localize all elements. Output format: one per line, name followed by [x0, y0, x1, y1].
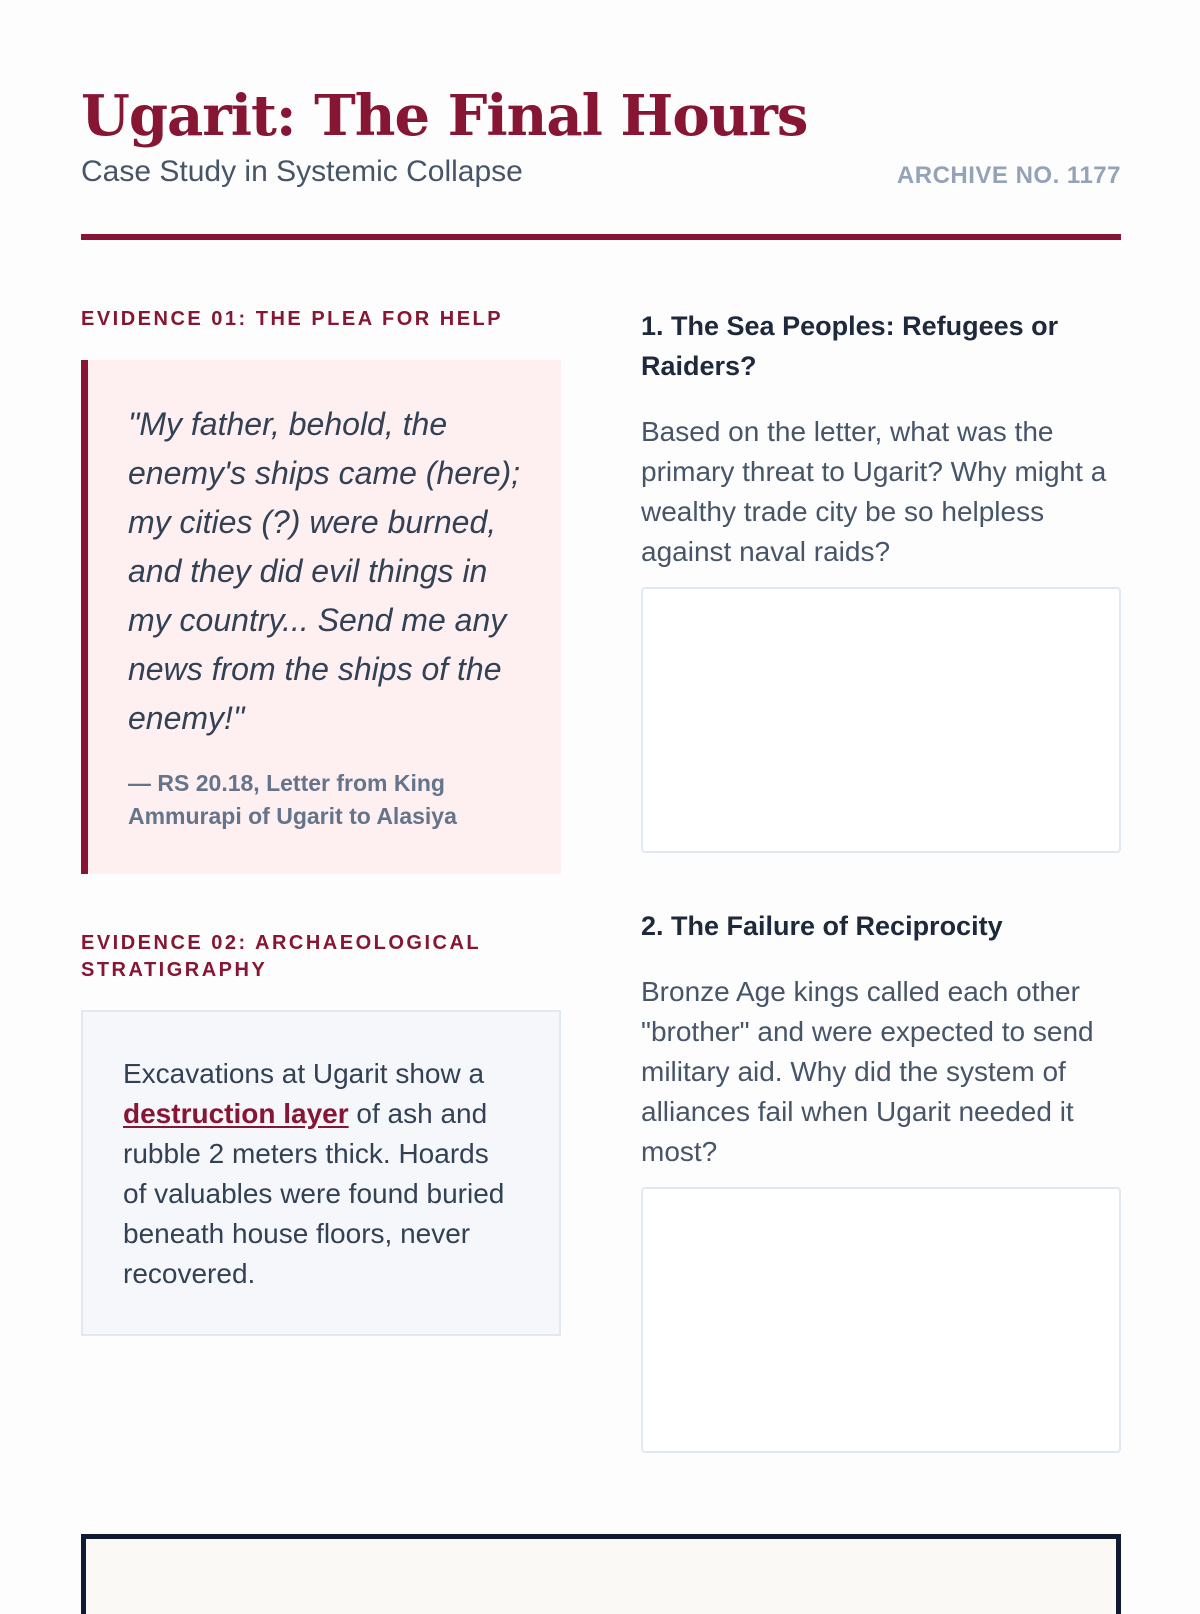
evidence-02-panel: [81, 1010, 561, 1336]
evidence-01-quote-box: [81, 360, 561, 874]
question-1: [641, 306, 1121, 572]
question-1-title: 1. The Sea Peoples: Refugees or Raiders?: [641, 311, 1059, 381]
evidence-01-label: EVIDENCE 01: THE PLEA FOR HELP: [81, 308, 504, 330]
question-2-title: 2. The Failure of Reciprocity: [641, 911, 1003, 941]
evidence-02-label: EVIDENCE 02: ARCHAEOLOGICAL STRATIGRAPHY: [81, 932, 481, 981]
evidence-01-citation: — RS 20.18, Letter from King Ammurapi of Ugarit to Alasiya: [128, 770, 457, 829]
page-title: Ugarit: The Final Hours: [81, 83, 808, 149]
evidence-01-quote: "My father, behold, the enemy's ships came (here); my cities (?) were burned, and they did evil things in my country... Send me any news from the ships of the enemy!": [128, 406, 521, 736]
question-1-prompt: Based on the letter, what was the primary threat to Ugarit? Why might a wealthy trade city be so helpless against naval raids?: [641, 416, 1107, 567]
page-subtitle: Case Study in Systemic Collapse: [81, 155, 523, 188]
question-1-answer-field[interactable]: [641, 587, 1121, 853]
evidence-02-text: [123, 1054, 519, 1294]
evidence-column: [81, 306, 561, 1289]
next-section-panel: [81, 1534, 1121, 1614]
archive-number: ARCHIVE NO. 1177: [896, 162, 1121, 189]
evidence-02-text-before: Excavations at Ugarit show a: [123, 1058, 485, 1089]
header-divider: [81, 234, 1121, 240]
question-2-prompt: Bronze Age kings called each other "brother" and were expected to send military aid. Why did the system of alliances fail when Ugarit needed it most?: [641, 976, 1094, 1167]
evidence-02-text-after: of ash and rubble 2 meters thick. Hoards of valuables were found buried beneath house floors, never recovered.: [123, 1098, 505, 1289]
question-2-answer-field[interactable]: [641, 1187, 1121, 1453]
question-2: [641, 906, 1121, 1172]
destruction-layer-link[interactable]: destruction layer: [123, 1098, 349, 1129]
page-header: [81, 0, 1121, 242]
worksheet-page: [81, 0, 1121, 1289]
